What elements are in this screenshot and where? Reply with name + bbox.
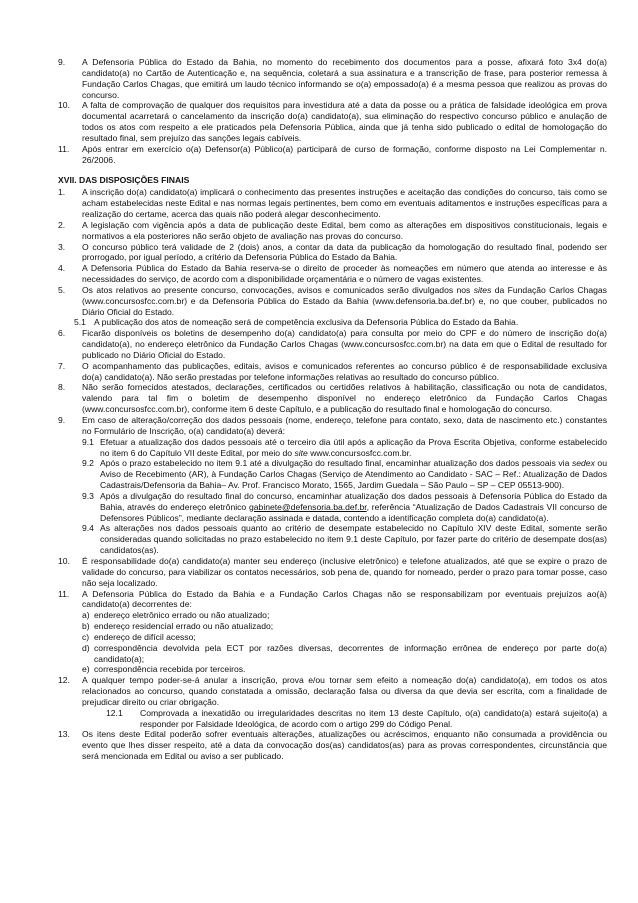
item-number: 7. <box>58 360 66 371</box>
item-number: 9.2 <box>82 458 94 469</box>
item-text: É responsabilidade do(a) candidato(a) manter seu endereço (inclusive eletrônico) e telefone atualizados, até que se expire o prazo de validade do concurso, para viabilizar os contatos necessários, sob pena de, quando for nomeado, perder o prazo para tomar posse, caso não seja localizado. <box>82 555 607 588</box>
final-item-12 <box>58 675 607 708</box>
item-number: 2. <box>58 219 66 230</box>
final-item-4 <box>58 263 607 285</box>
item-number: 8. <box>58 382 66 393</box>
list-letter: a) <box>82 610 90 621</box>
list-text: endereço residencial errado ou não atualizado; <box>94 621 274 632</box>
item-number: 10. <box>58 100 70 111</box>
list-letter: b) <box>82 621 90 632</box>
item-text-part: , referência “Atualização de Dados Cadastrais VII concurso de Defensores Públicos”, mediante declaração assinada e datada, contendo a identificação completa do(a) candidato(a). <box>100 501 607 523</box>
list-item <box>82 643 607 665</box>
item-number: 10. <box>58 555 70 566</box>
item-9-top <box>58 57 607 100</box>
item-10-top <box>58 100 607 143</box>
list-letter: e) <box>82 664 90 675</box>
item-text-italic: sedex <box>571 458 595 469</box>
item-text-italic: site <box>294 447 308 458</box>
item-text: As alterações nos dados pessoais quanto ao critério de desempate estabelecido no Capítulo XIV deste Edital, somente serão consideradas quando solicitadas no prazo estabelecido no item 9.1 deste Capítulo, por fazer parte do critério de desempate dos(as) candidatos(as). <box>100 523 607 556</box>
final-item-3 <box>58 242 607 264</box>
item-text <box>100 437 607 459</box>
item-text: Não serão fornecidos atestados, declarações, certificados ou certidões relativos à habilitação, classificação ou nota de candidatos, valendo para tal fim o boletim de desempenho disponível no endereço eletrônico da Fundação Carlos Chagas (www.concursosfcc.com.br), conforme item 6 deste Capítulo, e a publicação do resultado final e homologação do concurso. <box>82 382 607 415</box>
item-text: O concurso público terá validade de 2 (dois) anos, a contar da data da publicação da homologação do resultado final, podendo ser prorrogado, por igual período, a critério da Defensoria Pública do Estado da Bahia. <box>82 241 607 263</box>
item-text: A qualquer tempo poder-se-á anular a inscrição, prova e/ou tornar sem efeito a nomeação do(a) candidato(a), em todos os atos relacionados ao concurso, quando constatada a omissão, declaração falsa ou diversa da que devia ser escrita, com a finalidade de prejudicar direito ou criar obrigação. <box>82 675 607 707</box>
list-text: correspondência devolvida pela ECT por razões diversas, decorrentes de informação errônea de endereço por parte do(a) candidato(a); <box>94 642 607 664</box>
item-number: 1. <box>58 187 66 198</box>
item-text: A legislação com vigência após a data de publicação deste Edital, bem como as alterações em dispositivos constitucionais, legais e normativos a ela posteriores não serão objeto de avaliação nas provas do concurso. <box>82 219 607 241</box>
final-item-7 <box>58 361 607 383</box>
item-text-part: ou Aviso de Recebimento (AR), à Fundação Carlos Chagas (Serviço de Atendimento ao Candidato - SAC – Ref.: Atualização de Dados Cadastrais/Defensoria da Bahia– Av. Prof. Francisco Morato, 1565, Jardim Guedala – São Paulo – SP – CEP 05513-900). <box>100 458 607 491</box>
item-number: 11. <box>58 143 70 154</box>
final-item-2 <box>58 220 607 242</box>
final-item-9 <box>58 415 607 437</box>
item-text: Após entrar em exercício o(a) Defensor(a) Público(a) participará de curso de formação, conforme disposto na Lei Complementar n. 26/2006. <box>82 143 607 165</box>
final-item-9-3 <box>82 491 607 524</box>
list-text: correspondência recebida por terceiros. <box>94 664 246 675</box>
item-text-part: da Fundação Carlos Chagas (www.concursosfcc.com.br) e da Defensoria Pública do Estado da Bahia (www.defensoria.ba.def.br) e, no que couber, publicados no Diário Oficial do Estado. <box>82 284 607 317</box>
item-number: 9.4 <box>82 523 94 534</box>
item-number: 9. <box>58 415 66 425</box>
item-text-part: Após o prazo estabelecido no item 9.1 até a divulgação do resultado final, encaminhar atualização dos dados pessoais via <box>100 458 572 469</box>
item-text: Em caso de alteração/correção dos dados pessoais (nome, endereço, telefone para contato, sexo, data de nascimento etc.) constantes no Formulário de Inscrição, o(a) candidato(a) deverá: <box>82 415 607 436</box>
item-text: Os itens deste Edital poderão sofrer eventuais alterações, atualizações ou acréscimos, enquanto não consumada a providência ou evento que lhes disser respeito, até a data da convocação dos(as) candidatos(as) para as provas correspondentes, circunstância que será mencionada em Edital ou aviso a ser publicado. <box>82 729 607 762</box>
item-number: 5. <box>58 284 66 295</box>
final-item-1 <box>58 187 607 220</box>
list-item <box>82 610 607 621</box>
item-number: 9. <box>58 57 66 67</box>
item-number: 3. <box>58 241 66 252</box>
section-heading: XVII. DAS DISPOSIÇÕES FINAIS <box>58 175 190 186</box>
item-text: O acompanhamento das publicações, editais, avisos e comunicados referentes ao concurso público é de responsabilidade exclusiva do(a) candidato(a). Não serão prestadas por telefone informações relativas ao resultado do concurso público. <box>82 360 607 382</box>
item-number: 9.1 <box>82 436 94 447</box>
item-text-part: Após a divulgação do resultado final do concurso, encaminhar atualização dos dados pessoais à Defensoria Pública do Estado da Bahia, através do endereço eletrônico <box>100 490 607 512</box>
item-number: 4. <box>58 263 66 274</box>
item-number: 13. <box>58 729 70 740</box>
final-item-6 <box>58 328 607 361</box>
item-text: Comprovada a inexatidão ou irregularidades descritas no item 13 deste Capítulo, o(a) candidato(a) estará sujeito(a) a responder por Falsidade Ideológica, de acordo com o artigo 299 do Código Penal. <box>140 707 607 729</box>
item-text: A publicação dos atos de nomeação será de competência exclusiva da Defensoria Pública do Estado da Bahia. <box>94 317 519 328</box>
final-item-9-4 <box>82 523 607 556</box>
item-text: A falta de comprovação de qualquer dos requisitos para investidura até a data da posse ou a prática de falsidade ideológica em prova documental acarretará o cancelamento da inscrição do(a) candidato(a), sua eliminação do respectivo concurso público e anulação de todos os atos com respeito a ele praticados pela Defensoria Pública, ainda que já tenha sido publicado o edital de homologação do resultado final, sem prejuízo das sanções legais cabíveis. <box>82 100 607 143</box>
final-item-10 <box>58 556 607 589</box>
list-text: endereço eletrônico errado ou não atualizado; <box>94 610 270 621</box>
final-item-5 <box>58 285 607 318</box>
item-text <box>100 458 607 491</box>
final-item-12-1 <box>106 708 607 730</box>
item-text <box>82 285 607 318</box>
item-text: A inscrição do(a) candidato(a) implicará o conhecimento das presentes instruções e aceitação das condições do concurso, tais como se acham estabelecidas neste Edital e nas normas legais pertinentes, bem como em eventuais aditamentos e instruções específicas para a realização do certame, acerca das quais não poderá alegar desconhecimento. <box>82 187 607 219</box>
final-item-9-2 <box>82 458 607 491</box>
email-link[interactable]: gabinete@defensoria.ba.def.br <box>248 501 367 512</box>
item-number: 12.1 <box>106 707 123 718</box>
item-number: 5.1 <box>74 317 86 328</box>
item-text: Ficarão disponíveis os boletins de desempenho do(a) candidato(a) para consulta por meio do CPF e do número de inscrição do(a) candidato(a), no endereço eletrônico da Fundação Carlos Chagas (www.concursosfcc.com.br) na data em que o Edital de resultado for publicado no Diário Oficial do Estado. <box>82 328 607 360</box>
item-text: A Defensoria Pública do Estado da Bahia, no momento do recebimento dos documentos para a posse, afixará foto 3x4 do(a) candidato(a) no Cartão de Autenticação e, na sequência, coletará a sua assinatura e a transcrição de frase, para posterior remessa à Fundação Carlos Chagas, que emitirá um laudo técnico informando se o(a) empossado(a) é a mesma pessoa que realizou as provas do concurso. <box>82 57 607 100</box>
final-item-11 <box>58 589 607 611</box>
list-item <box>82 621 607 632</box>
list-text: endereço de difícil acesso; <box>94 631 196 642</box>
item-text: A Defensoria Pública do Estado da Bahia reserva-se o direito de proceder às nomeações em número que atenda ao interesse e às necessidades do serviço, de acordo com a disponibilidade orçamentária e o número de vagas existentes. <box>82 263 607 285</box>
item-text <box>100 491 607 524</box>
document-page <box>58 57 607 762</box>
list-item <box>82 632 607 643</box>
item-text-italic: sites <box>473 284 492 295</box>
list-letter: c) <box>82 631 90 642</box>
item-text-part: Os atos relativos ao presente concurso, convocações, avisos e comunicados serão divulgados nos <box>82 284 474 295</box>
list-item <box>82 664 607 675</box>
final-item-8 <box>58 382 607 415</box>
final-item-13 <box>58 729 607 762</box>
item-number: 12. <box>58 675 70 686</box>
final-item-5-1 <box>74 317 607 328</box>
item-number: 6. <box>58 328 66 339</box>
item-number: 11. <box>58 588 70 599</box>
item-number: 9.3 <box>82 490 94 501</box>
list-letter: d) <box>82 642 90 653</box>
item-text: A Defensoria Pública do Estado da Bahia e a Fundação Carlos Chagas não se responsabilizam por eventuais prejuízos ao(à) candidato(a) decorrentes de: <box>82 588 607 610</box>
item-text-part: www.concursosfcc.com.br. <box>307 447 412 458</box>
final-item-9-1 <box>82 437 607 459</box>
item-text-part: Efetuar a atualização dos dados pessoais até o terceiro dia útil após a aplicação da Prova Escrita Objetiva, conforme estabelecido no item 6 do Capítulo VII deste Edital, por meio do <box>100 436 607 458</box>
item-11-top <box>58 144 607 166</box>
